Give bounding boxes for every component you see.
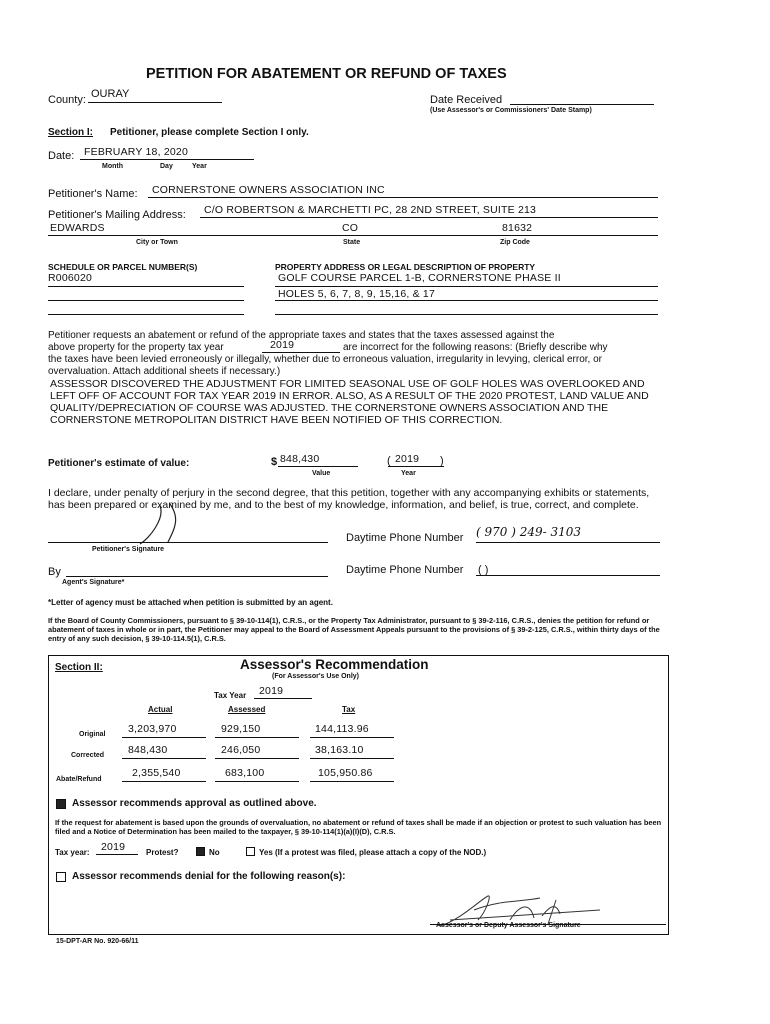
daytime-phone-label-1: Daytime Phone Number xyxy=(346,532,464,544)
declaration-text: I declare, under penalty of perjury in the second degree, that this petition, together with any accompanying exhibits or statements, has been prepared or examined by me, and to the best of my knowledge, information, and belief, is true, correct, and complete. xyxy=(48,487,650,511)
date-received-line xyxy=(510,104,654,105)
row-original-actual-line xyxy=(122,737,206,738)
approval-note: If the request for abatement is based upon the grounds of overvaluation, no abatement or refund of taxes shall be made if an objection or protest to such valuation has been filed and a Notice of Determination has been mailed to the taxpayer, § 39-10-114(1)(a)(I)(D), C.R.S. xyxy=(55,818,662,836)
date-month-label: Month xyxy=(102,163,123,170)
approval-checkbox[interactable] xyxy=(56,799,66,809)
schedule-line-2 xyxy=(48,300,244,301)
petitioner-name-label: Petitioner's Name: xyxy=(48,188,138,200)
row-corrected-actual-line xyxy=(122,758,206,759)
date-year-label: Year xyxy=(192,163,207,170)
reason-text: ASSESSOR DISCOVERED THE ADJUSTMENT FOR LIMITED SEASONAL USE OF GOLF HOLES WAS OVERLOOKED AND LEFT OFF OF ACCOUNT FOR TAX YEAR 2019 IN ERROR. ALSO, AS A RESULT OF THE 2020 PROTEST, LAND VALUE AND QUALITY/DEPRECIATION OF COURSE WAS ADJUSTED. THE CORNERSTONE OWNERS ASSOCIATION AND THE CORNERSTONE METROPOLITAN DISTRICT HAVE BEEN NOTIFIED OF THIS CORRECTION. xyxy=(50,378,649,426)
tax-year-line xyxy=(254,698,312,699)
agent-signature-line xyxy=(66,576,328,577)
county-value: OURAY xyxy=(91,88,130,100)
schedule-label: SCHEDULE OR PARCEL NUMBER(S) xyxy=(48,262,198,272)
request-line-2a: above property for the property tax year xyxy=(48,342,224,353)
petitioner-signature-label: Petitioner's Signature xyxy=(92,546,165,553)
mailing-address-label: Petitioner's Mailing Address: xyxy=(48,209,186,221)
taxyear2-value: 2019 xyxy=(101,841,126,853)
form-number: 15-DPT-AR No. 920-66/11 xyxy=(56,938,139,945)
row-abate-tax: 105,950.86 xyxy=(318,767,373,779)
estimate-open-paren: ( xyxy=(387,455,391,467)
city-value: EDWARDS xyxy=(50,222,105,234)
state-label: State xyxy=(343,239,361,246)
denial-checkbox[interactable] xyxy=(56,872,66,882)
property-underline-1 xyxy=(275,286,658,287)
col-header-assessed: Assessed xyxy=(228,705,266,714)
request-year-line xyxy=(262,352,340,353)
protest-label: Protest? xyxy=(146,848,179,857)
estimate-dollar: $ xyxy=(271,456,278,468)
row-abate-actual: 2,355,540 xyxy=(132,767,181,779)
row-corrected-assessed-line xyxy=(215,758,299,759)
zip-label: Zip Code xyxy=(500,239,530,246)
section2-subtitle: (For Assessor's Use Only) xyxy=(272,673,359,680)
year-label: Year xyxy=(401,470,416,477)
daytime-phone-paren-2: ( ) xyxy=(478,564,489,576)
estimate-year-line xyxy=(388,466,444,467)
petitioner-name-line xyxy=(148,197,658,198)
col-header-actual: Actual xyxy=(148,705,173,714)
taxyear2-line xyxy=(96,854,138,855)
date-received-note: (Use Assessor's or Commissioners' Date Stamp) xyxy=(430,107,592,114)
protest-no-label: No xyxy=(209,848,220,857)
value-label: Value xyxy=(312,470,331,477)
daytime-phone-line-1 xyxy=(476,542,660,543)
daytime-phone-value-1: ( 970 ) 249- 3103 xyxy=(476,525,582,539)
appeal-note: If the Board of County Commissioners, pursuant to § 39-10-114(1), C.R.S., or the Property Tax Administrator, pursuant to § 39-2-116, C.R.S., denies the petition for refund or abatement of taxes in whole or in part, the Petitioner may appeal to the Board of Assessment Appeals pursuant to the provisions of § 39-2-125, C.R.S., within thirty days of the entry of any such decision, § 39-10-114.5(1), C.R.S. xyxy=(48,616,660,643)
estimate-label: Petitioner's estimate of value: xyxy=(48,458,190,469)
schedule-line-3 xyxy=(48,314,244,315)
petitioner-signature-scribble xyxy=(120,498,210,548)
row-original-actual: 3,203,970 xyxy=(128,723,177,735)
request-year: 2019 xyxy=(270,339,295,351)
row-abate-tax-line xyxy=(310,781,394,782)
row-corrected-actual: 848,430 xyxy=(128,744,168,756)
tax-year-label: Tax Year xyxy=(214,691,247,700)
schedule-line-1 xyxy=(48,286,244,287)
row-label-corrected: Corrected xyxy=(71,752,105,759)
row-original-assessed: 929,150 xyxy=(221,723,261,735)
request-line-2b: are incorrect for the following reasons: (Briefly describe why xyxy=(343,342,608,353)
request-rest: the taxes have been levied erroneously or illegally, whether due to erroneous valuation, irregularity in levying, clerical error, or overvaluation. Attach additional sheets if necessary.) xyxy=(48,354,602,377)
estimate-year: 2019 xyxy=(395,453,420,465)
row-corrected-assessed: 246,050 xyxy=(221,744,261,756)
city-state-zip-line xyxy=(48,235,658,236)
col-header-tax: Tax xyxy=(342,705,356,714)
assessor-signature-label: Assessor's or Deputy Assessor's Signature xyxy=(436,922,581,929)
estimate-value-line xyxy=(278,466,358,467)
mailing-address-value: C/O ROBERTSON & MARCHETTI PC, 28 2ND STREET, SUITE 213 xyxy=(204,204,537,216)
section2-heading: Section II: xyxy=(55,662,103,673)
approval-label: Assessor recommends approval as outlined above. xyxy=(72,798,317,809)
tax-year-value: 2019 xyxy=(259,685,284,697)
protest-no-checkbox[interactable] xyxy=(196,847,205,856)
property-underline-3 xyxy=(275,314,658,315)
section2-title: Assessor's Recommendation xyxy=(240,657,429,672)
estimate-close-paren: ) xyxy=(440,455,444,467)
page-title: PETITION FOR ABATEMENT OR REFUND OF TAXES xyxy=(146,66,507,82)
date-line xyxy=(80,159,254,160)
denial-label: Assessor recommends denial for the following reason(s): xyxy=(72,871,346,882)
section1-heading: Section I: xyxy=(48,127,94,138)
schedule-value: R006020 xyxy=(48,272,93,284)
daytime-phone-line-2 xyxy=(476,575,660,576)
row-corrected-tax: 38,163.10 xyxy=(315,744,364,756)
agency-note: *Letter of agency must be attached when petition is submitted by an agent. xyxy=(48,598,333,607)
zip-value: 81632 xyxy=(502,222,533,234)
row-abate-assessed: 683,100 xyxy=(225,767,265,779)
property-line-2: HOLES 5, 6, 7, 8, 9, 15,16, & 17 xyxy=(278,288,435,300)
taxyear2-label: Tax year: xyxy=(55,848,90,857)
county-label: County: xyxy=(48,94,86,106)
row-abate-actual-line xyxy=(122,781,206,782)
estimate-value: 848,430 xyxy=(280,453,320,465)
petitioner-signature-line xyxy=(48,542,328,543)
agent-signature-label: Agent's Signature* xyxy=(62,579,125,586)
section1-instruction: Petitioner, please complete Section I only. xyxy=(110,127,309,138)
row-corrected-tax-line xyxy=(310,758,394,759)
row-original-tax-line xyxy=(310,737,394,738)
city-label: City or Town xyxy=(136,239,178,246)
daytime-phone-label-2: Daytime Phone Number xyxy=(346,564,464,576)
date-day-label: Day xyxy=(160,163,173,170)
protest-yes-label: Yes (If a protest was filed, please attach a copy of the NOD.) xyxy=(259,848,487,857)
mailing-address-line xyxy=(200,217,658,218)
by-label: By xyxy=(48,566,61,578)
date-received-label: Date Received xyxy=(430,94,503,106)
county-line xyxy=(88,102,222,103)
property-line-1: GOLF COURSE PARCEL 1-B, CORNERSTONE PHASE II xyxy=(278,272,561,284)
row-original-tax: 144,113.96 xyxy=(315,723,369,735)
property-underline-2 xyxy=(275,300,658,301)
state-value: CO xyxy=(342,222,359,234)
row-label-abate: Abate/Refund xyxy=(56,776,102,783)
date-value: FEBRUARY 18, 2020 xyxy=(84,146,188,158)
row-original-assessed-line xyxy=(215,737,299,738)
date-label: Date: xyxy=(48,150,75,162)
petitioner-name-value: CORNERSTONE OWNERS ASSOCIATION INC xyxy=(152,184,385,196)
row-label-original: Original xyxy=(79,731,106,738)
property-label: PROPERTY ADDRESS OR LEGAL DESCRIPTION OF PROPERTY xyxy=(275,262,536,272)
row-abate-assessed-line xyxy=(215,781,299,782)
protest-yes-checkbox[interactable] xyxy=(246,847,255,856)
request-line-1: Petitioner requests an abatement or refund of the appropriate taxes and states that the taxes assessed against the xyxy=(48,330,555,341)
